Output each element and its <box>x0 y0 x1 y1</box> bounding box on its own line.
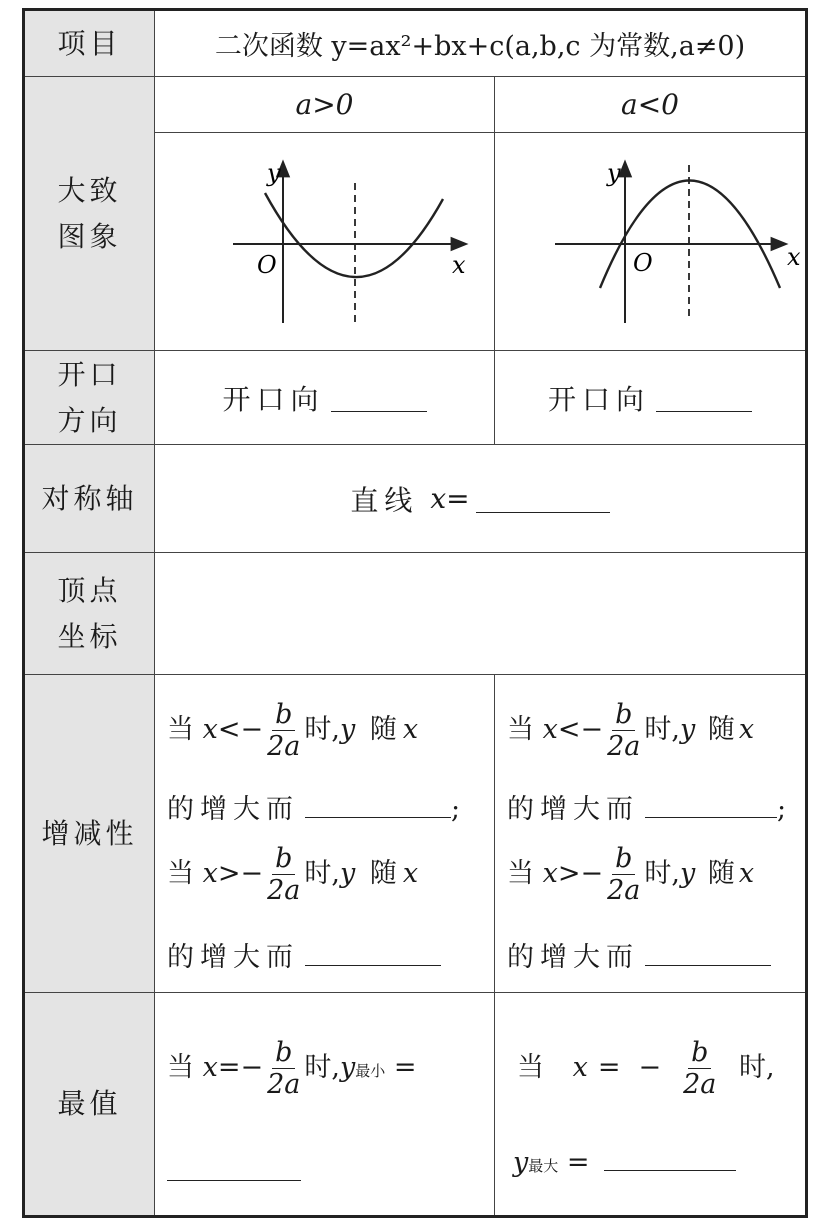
frac-den: 2a <box>267 875 301 906</box>
monotonic-label: 增减性 <box>41 816 138 850</box>
dang: 当 <box>167 714 194 745</box>
col-header-pos-text: a>0 <box>295 88 354 121</box>
extreme-pos-blank[interactable] <box>167 1153 301 1181</box>
mono-neg-blank-2[interactable] <box>645 938 771 966</box>
dang: 当 <box>167 1052 194 1083</box>
frac-num: b <box>688 1039 711 1069</box>
fraction <box>683 1039 716 1098</box>
mono-neg-line2 <box>507 787 792 826</box>
shi: 时, <box>304 858 340 889</box>
shi: 时, <box>644 858 680 889</box>
var-y: y <box>339 858 356 889</box>
extreme-pos-line2 <box>167 1153 301 1188</box>
graph-label-1: 大致 <box>57 173 122 207</box>
opening-neg-cell <box>495 351 805 445</box>
frac-num: b <box>272 1039 295 1069</box>
quadratic-function-table <box>22 8 808 1218</box>
fraction <box>267 701 300 760</box>
sui: 随 <box>707 858 735 889</box>
y-axis-label: y <box>607 159 621 187</box>
var-x: x <box>202 714 218 745</box>
shi: 时, <box>644 714 680 745</box>
shi: 时, <box>304 714 340 745</box>
opening-pos-text: 开口向 <box>222 382 325 416</box>
graph-label-2: 图象 <box>57 219 122 253</box>
item-label: 项目 <box>57 26 122 60</box>
max-subscript: 最大 <box>528 1157 559 1175</box>
col-header-neg-text: a<0 <box>621 88 679 121</box>
fraction <box>607 701 640 760</box>
var-x: x <box>738 858 755 889</box>
opening-pos-cell <box>155 351 495 445</box>
zeng: 的增大而 <box>167 794 299 825</box>
extreme-neg-blank[interactable] <box>604 1143 736 1171</box>
mono-pos-line1 <box>167 701 418 760</box>
frac-den: 2a <box>267 731 301 762</box>
table-title: 二次函数 y=ax²+bx+c(a,b,c 为常数,a≠0) <box>214 31 746 62</box>
lt-neg: <− <box>217 714 264 745</box>
opening-label-cell <box>25 351 155 445</box>
vertex-label-1: 顶点 <box>57 573 122 607</box>
mono-pos-line2 <box>167 787 466 826</box>
x-axis-label: x <box>787 243 801 271</box>
frac-den: 2a <box>607 875 641 906</box>
var-x: x <box>542 714 558 745</box>
title-cell <box>155 11 805 77</box>
fraction <box>267 1039 300 1098</box>
axis-label: 对称轴 <box>41 481 138 515</box>
extreme-label-cell <box>25 993 155 1215</box>
frac-den: 2a <box>683 1069 717 1100</box>
frac-num: b <box>612 701 635 731</box>
sui: 随 <box>369 858 397 889</box>
col-header-neg <box>495 77 805 133</box>
axis-blank[interactable] <box>476 484 610 513</box>
mono-pos-blank-1[interactable] <box>305 790 451 818</box>
eq: = <box>566 1147 590 1178</box>
opening-label-1: 开口 <box>57 357 122 391</box>
y-axis-label: y <box>267 159 281 187</box>
graph-pos-cell <box>155 133 495 351</box>
opening-pos-blank[interactable] <box>331 383 427 412</box>
mono-neg-blank-1[interactable] <box>645 790 777 818</box>
axis-label-cell <box>25 445 155 553</box>
x-axis-label: x <box>452 251 466 279</box>
var-y: y <box>679 858 696 889</box>
semicolon: ; <box>451 794 467 825</box>
parabola-curve <box>265 193 443 277</box>
mono-neg-line3 <box>507 845 754 904</box>
parabola-curve <box>600 181 780 289</box>
var-x: x <box>202 1052 218 1083</box>
origin-label: O <box>633 249 653 277</box>
extreme-neg-cell <box>495 993 805 1215</box>
var-x: x <box>572 1052 588 1083</box>
mono-pos-line4 <box>167 935 441 974</box>
frac-den: 2a <box>267 1069 301 1100</box>
col-header-pos <box>155 77 495 133</box>
extreme-neg-line2 <box>513 1143 736 1178</box>
var-x: x <box>402 714 419 745</box>
frac-num: b <box>272 845 295 875</box>
parabola-down-graph <box>495 133 805 351</box>
eq-neg: =− <box>597 1052 680 1083</box>
var-x: x <box>202 858 218 889</box>
fraction <box>607 845 640 904</box>
graph-neg-cell <box>495 133 805 351</box>
axis-content-cell <box>155 445 805 553</box>
var-y: y <box>339 1052 356 1083</box>
var-y: y <box>679 714 696 745</box>
monotonic-neg-cell <box>495 675 805 993</box>
semicolon: ; <box>777 794 793 825</box>
eq: = <box>393 1052 417 1083</box>
extreme-label: 最值 <box>57 1087 122 1120</box>
frac-num: b <box>612 845 635 875</box>
fraction <box>267 845 300 904</box>
sui: 随 <box>369 714 397 745</box>
opening-neg-text: 开口向 <box>547 382 650 416</box>
mono-neg-line1 <box>507 701 754 760</box>
gt-neg: >− <box>557 858 604 889</box>
var-x: x <box>542 858 558 889</box>
shi: 时, <box>738 1052 775 1083</box>
zeng: 的增大而 <box>507 794 639 825</box>
sui: 随 <box>707 714 735 745</box>
vertex-label-2: 坐标 <box>57 619 122 653</box>
lt-neg: <− <box>557 714 604 745</box>
axis-prefix: 直线 <box>350 483 419 517</box>
opening-neg-blank[interactable] <box>656 383 752 412</box>
opening-label-2: 方向 <box>57 403 122 437</box>
mono-neg-line4 <box>507 935 771 974</box>
zeng: 的增大而 <box>507 942 639 973</box>
monotonic-pos-cell <box>155 675 495 993</box>
dang: 当 <box>167 858 194 889</box>
dang: 当 <box>507 714 534 745</box>
dang: 当 <box>507 858 534 889</box>
mono-pos-blank-2[interactable] <box>305 938 441 966</box>
var-y: y <box>339 714 356 745</box>
gt-neg: >− <box>217 858 264 889</box>
eq-neg: =− <box>217 1052 264 1083</box>
zeng: 的增大而 <box>167 942 299 973</box>
graph-label-cell <box>25 77 155 351</box>
frac-num: b <box>272 701 295 731</box>
monotonic-label-cell <box>25 675 155 993</box>
extreme-neg-line1 <box>517 1039 775 1098</box>
var-x: x <box>738 714 755 745</box>
shi: 时, <box>304 1052 340 1083</box>
frac-den: 2a <box>607 731 641 762</box>
mono-pos-line3 <box>167 845 418 904</box>
axis-eq: = <box>446 482 470 515</box>
vertex-label-cell <box>25 553 155 675</box>
origin-label: O <box>257 251 277 279</box>
var-x: x <box>402 858 419 889</box>
vertex-content-cell[interactable] <box>155 553 805 675</box>
min-subscript: 最小 <box>355 1062 386 1080</box>
extreme-pos-line1 <box>167 1039 416 1098</box>
extreme-pos-cell <box>155 993 495 1215</box>
dang: 当 <box>517 1052 544 1083</box>
item-header-cell <box>25 11 155 77</box>
var-y: y <box>513 1147 529 1178</box>
parabola-up-graph <box>155 133 495 351</box>
axis-var-x: x <box>430 482 447 515</box>
